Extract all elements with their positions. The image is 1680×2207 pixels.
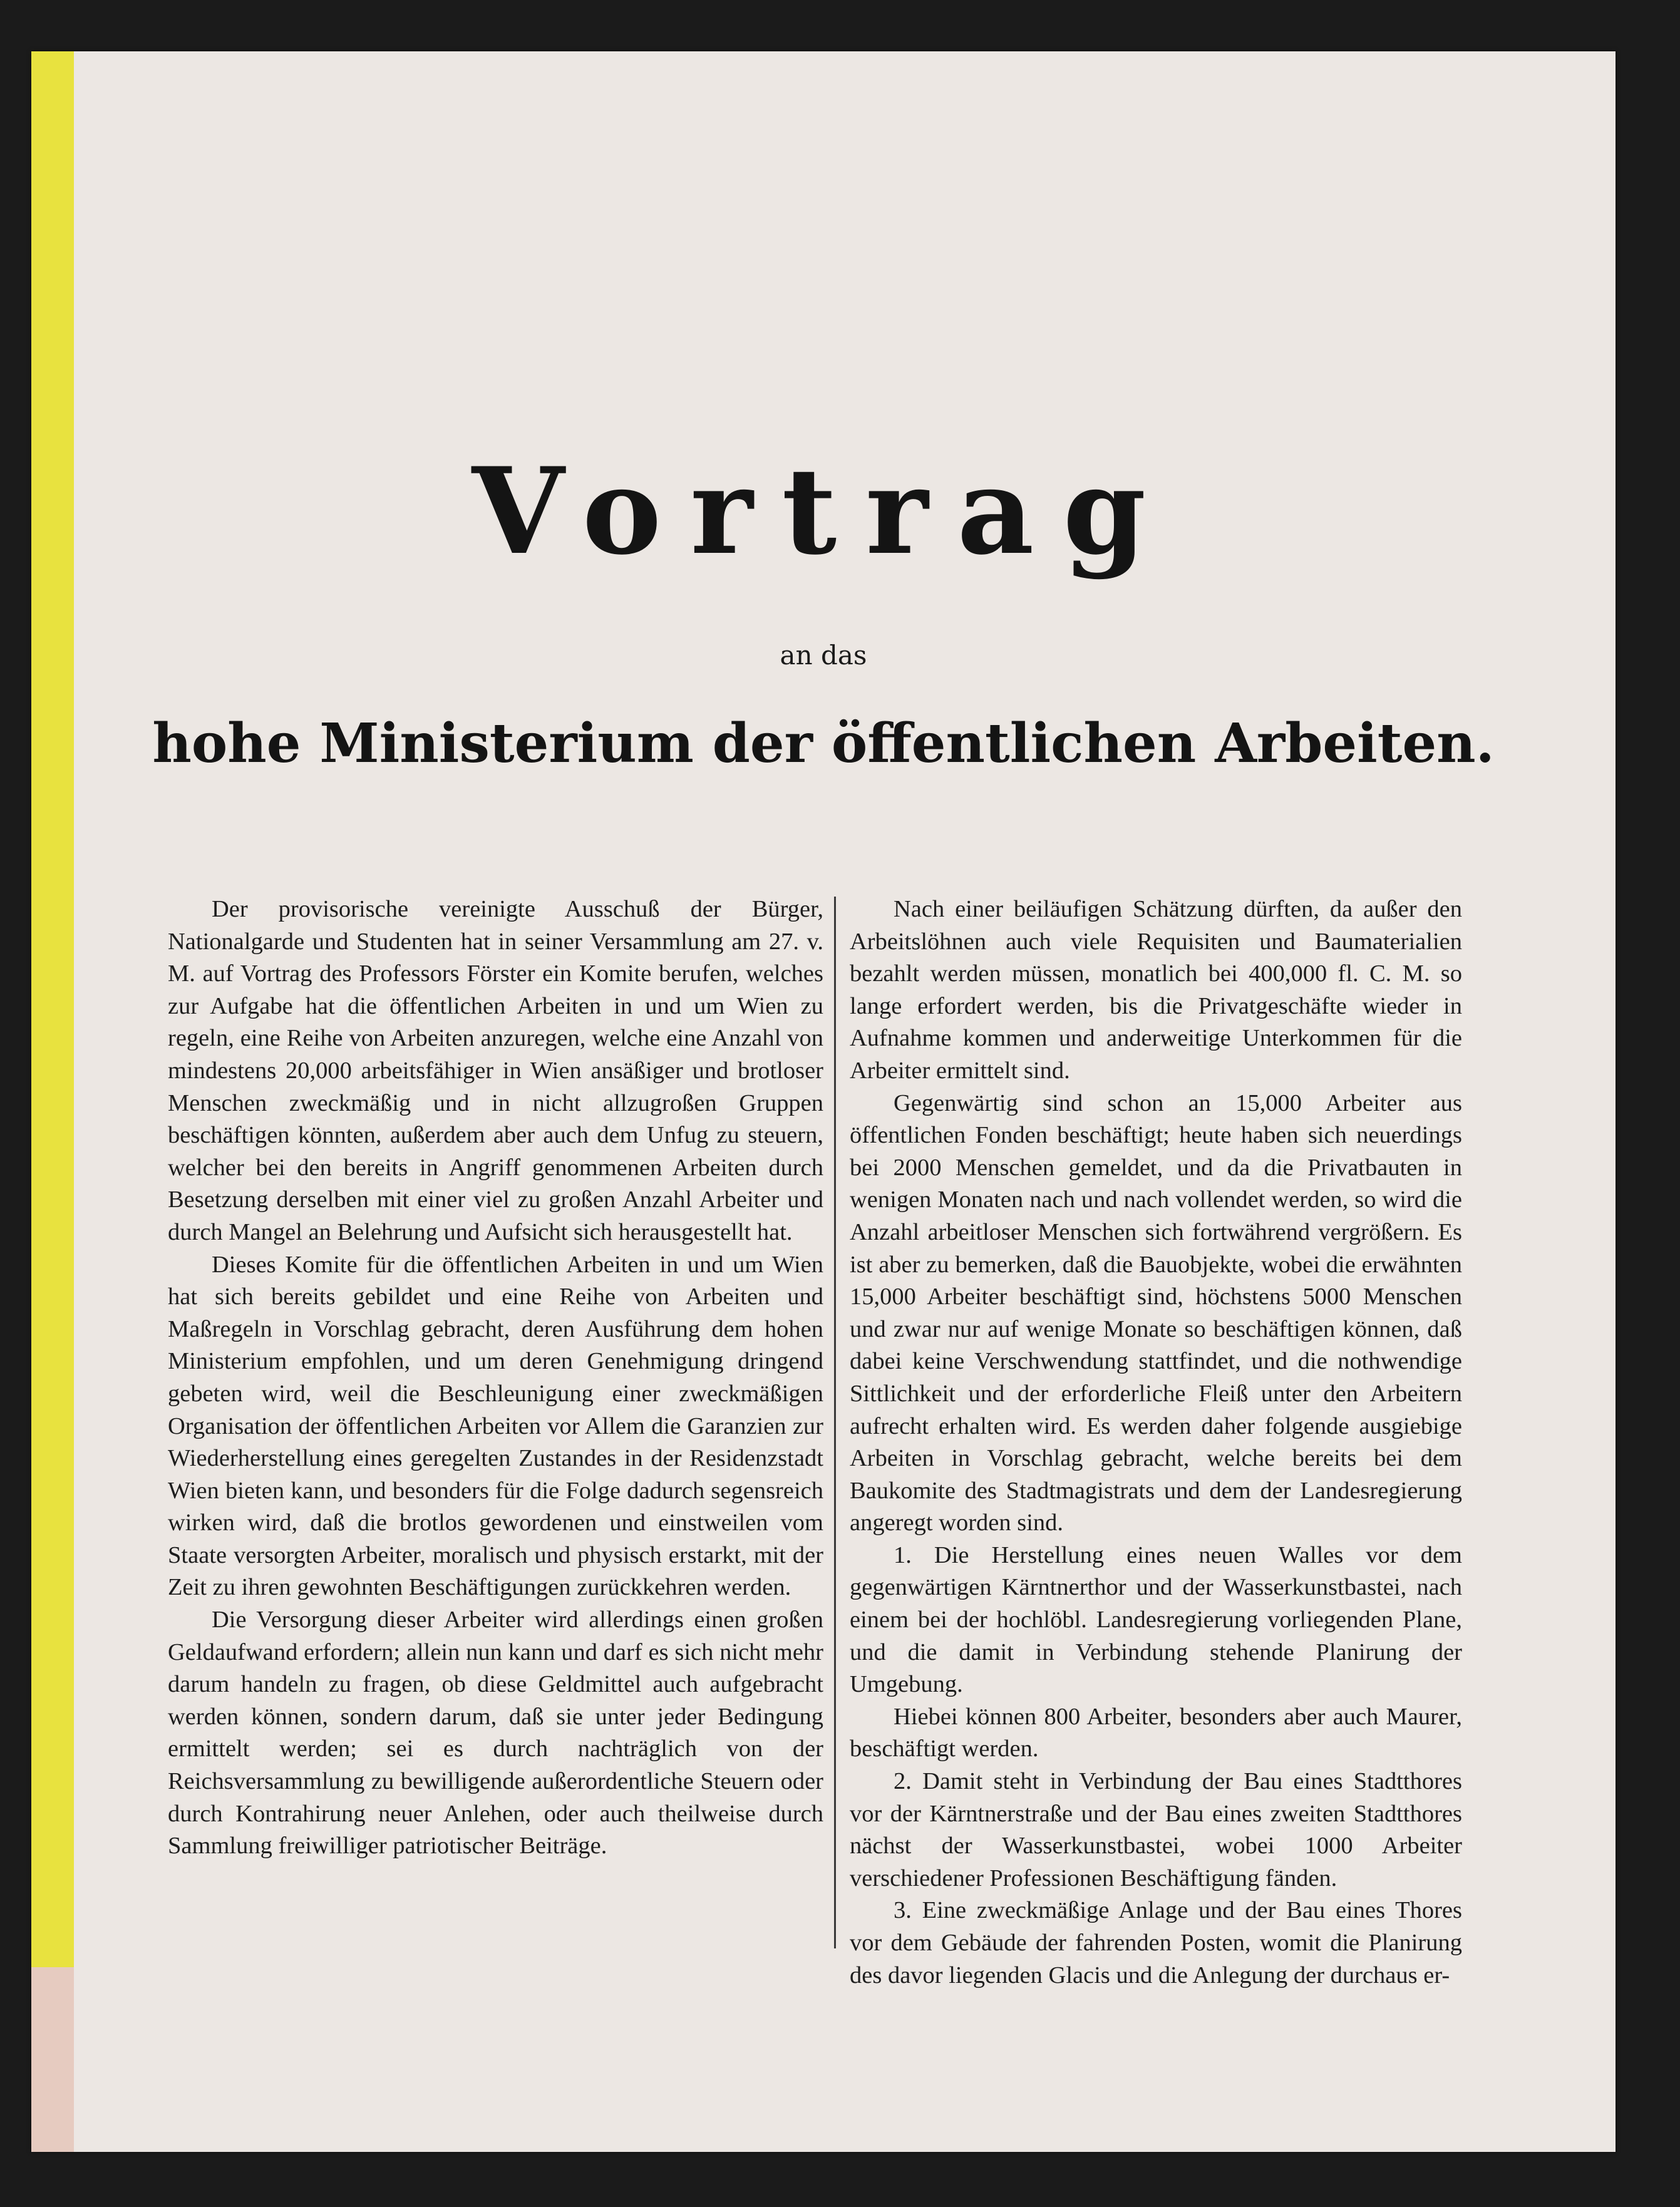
left-column <box>168 893 823 1863</box>
subtitle-large: hohe Ministerium der öffentlichen Arbeiten. <box>152 712 1495 775</box>
paragraph: 2. Damit steht in Verbindung der Bau eines Stadtthores vor der Kärntnerstraße und der Bau eines zweiten Stadtthores nächst der Wasserkunstbastei, wobei 1000 Arbeiter verschiedener Professionen Beschäftigung fänden. <box>850 1768 1462 1891</box>
paper-page <box>31 51 1616 2152</box>
paragraph: Dieses Komite für die öffentlichen Arbeiten in und um Wien hat sich bereits gebildet und eine Reihe von Arbeiten und Maßregeln in Vorschlag gebracht, deren Ausführung dem hohen Ministerium empfohlen, und um deren Genehmigung dringend gebeten wird, weil die Beschleunigung einer zweckmäßigen Organisation der öffentlichen Arbeiten vor Allem die Garanzien zur Wiederherstellung eines geregelten Zustandes in der Residenzstadt Wien bieten kann, und besonders für die Folge dadurch segensreich wirken wird, daß die brotlos gewordenen und einstweilen vom Staate versorgten Arbeiter, moralisch und physisch erstarkt, mit der Zeit zu ihren gewohnten Beschäftigungen zurückkehren werden. <box>168 1251 823 1601</box>
paragraph: Nach einer beiläufigen Schätzung dürften, da außer den Arbeitslöhnen auch viele Requisiten und Baumaterialien bezahlt werden müssen, monatlich bei 400,000 fl. C. M. so lange erfordert werden, bis die Privatgeschäfte wieder in Aufnahme kommen und anderweitige Unterkommen für die Arbeiter ermittelt sind. <box>850 896 1462 1084</box>
paragraph: Hiebei können 800 Arbeiter, besonders aber auch Maurer, beschäftigt werden. <box>850 1703 1462 1762</box>
paragraph: Die Versorgung dieser Arbeiter wird allerdings einen großen Geldaufwand erfordern; allein nun kann und darf es sich nicht mehr darum handeln zu fragen, ob diese Geldmittel auch aufgebracht werden können, sondern darum, daß sie unter jeder Bedingung ermittelt werden; sei es durch nachträglich von der Reichsversammlung zu bewilligende außerordentliche Steuern oder durch Kontrahirung neuer Anlehen, oder auch theilweise durch Sammlung freiwilliger patriotischer Beiträge. <box>168 1607 823 1860</box>
right-column <box>850 893 1462 1992</box>
yellow-paper-edge <box>31 51 74 1967</box>
document-title: Vortrag <box>472 441 1175 581</box>
paragraph: 1. Die Herstellung eines neuen Walles vor dem gegenwärtigen Kärntnerthor und der Wasserkunstbastei, nach einem bei der hochlöbl. Landesregierung vorliegenden Plane, und die damit in Verbindung stehende Planirung der Umgebung. <box>850 1541 1462 1698</box>
paragraph: Gegenwärtig sind schon an 15,000 Arbeiter aus öffentlichen Fonden beschäftigt; heute haben sich neuerdings bei 2000 Menschen gemeldet, und da die Privatbauten in wenigen Monaten nach und nach vollendet werden, so wird die Anzahl arbeitloser Menschen sich fortwährend vergrößern. Es ist aber zu bemerken, daß die Bauobjekte, wobei die erwähnten 15,000 Arbeiter beschäftigt sind, höchstens 5000 Menschen und zwar nur auf wenige Monate so beschäftigen können, daß dabei keine Verschwendung stattfindet, und die nothwendige Sittlichkeit und der erforderliche Fleiß unter den Arbeitern aufrecht erhalten wird. Es werden daher folgende ausgiebige Arbeiten in Vorschlag gebracht, welche bereits bei dem Baukomite des Stadtmagistrats und dem der Landesregierung angeregt worden sind. <box>850 1089 1462 1536</box>
subtitle-small: an das <box>780 640 867 671</box>
column-divider <box>834 897 836 1948</box>
faded-paper-edge <box>31 1967 74 2152</box>
paragraph: 3. Eine zweckmäßige Anlage und der Bau eines Thores vor dem Gebäude der fahrenden Posten, womit die Planirung des davor liegenden Glacis und die Anlegung der durchaus er- <box>850 1897 1462 1988</box>
paragraph: Der provisorische vereinigte Ausschuß der Bürger, Nationalgarde und Studenten hat in seiner Versammlung am 27. v. M. auf Vortrag des Professors Förster ein Komite berufen, welches zur Aufgabe hat die öffentlichen Arbeiten in und um Wien zu regeln, eine Reihe von Arbeiten anzuregen, welche eine Anzahl von mindestens 20,000 arbeitsfähiger in Wien ansäßiger und brotloser Menschen zweckmäßig und in nicht allzugroßen Gruppen beschäftigen könnten, außerdem aber auch dem Unfug zu steuern, welcher bei den bereits in Angriff genommenen Arbeiten durch Besetzung derselben mit einer viel zu großen Anzahl Arbeiter und durch Mangel an Belehrung und Aufsicht sich herausgestellt hat. <box>168 896 823 1245</box>
